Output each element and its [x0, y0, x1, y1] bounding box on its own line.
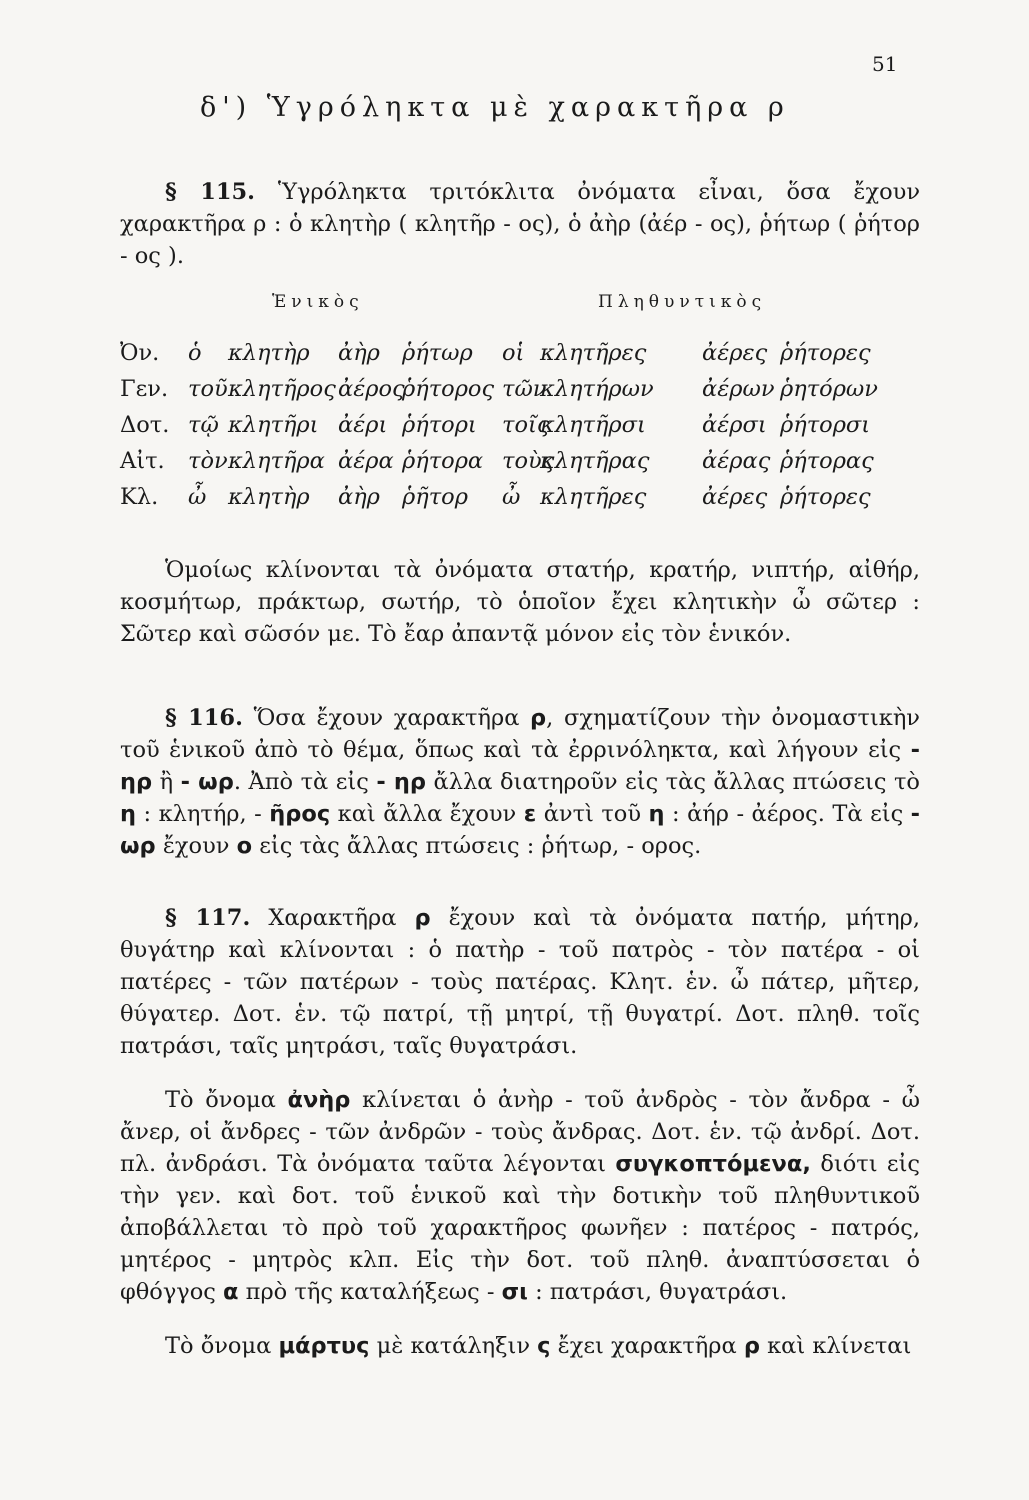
- table-row: [120, 340, 940, 376]
- text-run: ἀντὶ τοῦ: [543, 801, 642, 827]
- table-cell: ἀέρες: [702, 484, 768, 510]
- case-label: Δοτ.: [120, 412, 170, 438]
- table-cell: ἀέρας: [702, 448, 771, 474]
- bold-term: - ωρ: [180, 769, 234, 795]
- table-cell: ῥήτορες: [780, 484, 871, 510]
- declension-labels: [120, 292, 920, 320]
- paragraph-martys: [120, 1330, 920, 1362]
- table-cell: κλητῆρα: [228, 448, 325, 474]
- text-run: πρὸ τῆς καταλήξεως -: [245, 1279, 495, 1305]
- bold-term: - ηρ: [376, 769, 427, 795]
- page-number: 51: [872, 52, 898, 76]
- bold-term: η: [120, 801, 137, 827]
- bold-term: α: [223, 1279, 239, 1305]
- table-row: [120, 412, 940, 448]
- section-heading: δ') Ὑγρόληκτα μὲ χαρακτῆρα ρ: [200, 92, 790, 123]
- table-cell: κλητὴρ: [228, 340, 310, 366]
- bold-term: ἀνὴρ: [287, 1087, 351, 1113]
- table-cell: ἀέρι: [338, 412, 388, 438]
- table-cell: ὁ: [188, 340, 202, 366]
- table-cell: κλητὴρ: [228, 484, 310, 510]
- table-cell: ῥήτορσι: [780, 412, 871, 438]
- text-run: : κλητήρ, -: [143, 801, 262, 827]
- text-run: . Ἀπὸ τὰ εἰς: [233, 769, 369, 795]
- table-cell: οἱ: [502, 340, 525, 366]
- text-run: Ὅσα ἔχουν χαρακτῆρα: [253, 705, 520, 731]
- table-cell: ἀέρσι: [702, 412, 767, 438]
- text-run: : πατράσι, θυγατράσι.: [535, 1279, 788, 1305]
- table-cell: ῥῆτορ: [402, 484, 468, 510]
- table-cell: ῥήτορας: [780, 448, 874, 474]
- table-cell: ῥήτορι: [402, 412, 477, 438]
- table-cell: ῥήτωρ: [402, 340, 473, 366]
- table-cell: ῥήτορα: [402, 448, 484, 474]
- text-run: , σχηματίζουν τὴν ὀνομαστικὴν τοῦ ἑνικοῦ ἀπὸ τὸ θέμα, ὅπως καὶ τὰ ἐρρινόληκτα, καὶ λήγουν εἰς: [120, 705, 920, 763]
- text-run: μὲ κατάληξιν: [376, 1333, 531, 1359]
- table-cell: ἀέρος: [338, 376, 405, 402]
- table-cell: τοὺς: [502, 448, 555, 474]
- case-label: Κλ.: [120, 484, 159, 510]
- text-run: εἰς τὰς ἄλλας πτώσεις : ῥήτωρ, - ορος.: [259, 833, 702, 859]
- paragraph-aner: [120, 1084, 920, 1308]
- label-singular: Ἑνικὸς: [272, 292, 364, 312]
- table-cell: κλητῆρσι: [540, 412, 646, 438]
- table-cell: τὸν: [188, 448, 228, 474]
- table-cell: ἀέρες: [702, 340, 768, 366]
- table-cell: ὦ: [188, 484, 207, 510]
- table-cell: τῶν: [502, 376, 547, 402]
- case-label: Ὀν.: [120, 340, 160, 366]
- table-cell: κλητῆρι: [228, 412, 319, 438]
- table-cell: ἀέρα: [338, 448, 394, 474]
- table-row: [120, 484, 940, 520]
- table-cell: ῥητόρων: [780, 376, 878, 402]
- case-label: Αἰτ.: [120, 448, 165, 474]
- bold-term: ρ: [414, 905, 431, 931]
- text-run: διότι εἰς τὴν γεν. καὶ δοτ. τοῦ ἑνικοῦ καὶ τὴν δοτικὴν τοῦ πληθυντικοῦ ἀποβάλλεται τὸ πρὸ τοῦ χαρακτῆρος φωνῆεν : πατέρος - πατρός, μητέρος - μητρὸς κλπ. Εἰς τὴν δοτ. τοῦ πληθ. ἀναπτύσσεται ὁ φθόγγος: [120, 1151, 921, 1305]
- paragraph-omoios-text: Ὁμοίως κλίνονται τὰ ὀνόματα στατήρ, κρατήρ, νιπτήρ, αἰθήρ, κοσμήτωρ, πράκτωρ, σωτήρ, τὸ ὁποῖον ἔχει κλητικὴν ὦ σῶτερ : Σῶτερ καὶ σῶσόν με. Τὸ ἔαρ ἀπαντᾷ μόνον εἰς τὸν ἑνικόν.: [120, 557, 920, 647]
- bold-term: ε: [523, 801, 537, 827]
- bold-term: - ωρ: [120, 801, 921, 859]
- table-cell: κλητῆρος: [228, 376, 336, 402]
- text-run: καὶ ἄλλα ἔχουν: [337, 801, 517, 827]
- declension-table: [120, 340, 940, 520]
- table-cell: ὦ: [502, 484, 521, 510]
- table-cell: τῷ: [188, 412, 219, 438]
- paragraph-117: [120, 902, 920, 1062]
- bold-term: σι: [501, 1279, 528, 1305]
- text-run: : ἀήρ - ἀέρος. Τὰ εἰς: [672, 801, 904, 827]
- label-plural: Πληθυντικὸς: [598, 292, 767, 312]
- table-cell: τοῦ: [188, 376, 228, 402]
- paragraph-115-text: Ὑγρόληκτα τριτόκλιτα ὀνόματα εἶναι, ὅσα ἔχουν χαρακτῆρα ρ : ὁ κλητὴρ ( κλητῆρ - ος), ὁ ἀὴρ (ἀέρ - ος), ῥήτωρ ( ῥήτορ - ος ).: [120, 179, 921, 269]
- bold-term: ο: [236, 833, 253, 859]
- section-number-116: § 116.: [165, 705, 243, 731]
- table-cell: κλητῆρες: [540, 484, 647, 510]
- text-run: Τὸ ὄνομα: [165, 1087, 276, 1113]
- text-run: Τὸ ὄνομα: [165, 1333, 272, 1359]
- text-run: καὶ κλίνεται: [767, 1333, 912, 1359]
- bold-term: ρ: [530, 705, 547, 731]
- text-run: ἄλλα διατηροῦν εἰς τὰς ἄλλας πτώσεις τὸ: [433, 769, 920, 795]
- case-label: Γεν.: [120, 376, 169, 402]
- text-run: ἔχουν καὶ τὰ ὀνόματα πατήρ, μήτηρ, θυγάτηρ καὶ κλίνονται : ὁ πατὴρ - τοῦ πατρὸς - τὸν πατέρα - οἱ πατέρες - τῶν πατέρων - τοὺς πατέρας. Κλητ. ἑν. ὦ πάτερ, μῆτερ, θύγατερ. Δοτ. ἑν. τῷ πατρί, τῇ μητρί, τῇ θυγατρί. Δοτ. πληθ. τοῖς πατράσι, ταῖς μητράσι, ταῖς θυγατράσι.: [120, 905, 921, 1059]
- paragraph-116: [120, 702, 920, 862]
- table-row: [120, 448, 940, 484]
- table-cell: ἀὴρ: [338, 484, 380, 510]
- text-run: ἔχει χαρακτῆρα: [557, 1333, 737, 1359]
- text-run: ἔχουν: [162, 833, 230, 859]
- table-row: [120, 376, 940, 412]
- text-run: Χαρακτῆρα: [268, 905, 397, 931]
- bold-term: ῆρος: [269, 801, 331, 827]
- table-cell: τοῖς: [502, 412, 550, 438]
- text-run: ἢ: [159, 769, 174, 795]
- bold-term: - ηρ: [120, 737, 920, 795]
- bold-term: συγκοπτόμενα,: [615, 1151, 811, 1177]
- table-cell: ἀὴρ: [338, 340, 380, 366]
- table-cell: ῥήτορες: [780, 340, 871, 366]
- section-number-115: § 115.: [165, 179, 256, 205]
- bold-term: μάρτυς: [278, 1333, 370, 1359]
- bold-term: ς: [537, 1333, 551, 1359]
- bold-term: η: [648, 801, 665, 827]
- table-cell: κλητῆρας: [540, 448, 650, 474]
- text-run: κλίνεται ὁ ἀνὴρ - τοῦ ἀνδρὸς - τὸν ἄνδρα - ὦ ἄνερ, οἱ ἄνδρες - τῶν ἀνδρῶν - τοὺς ἄνδρας. Δοτ. ἑν. τῷ ἀνδρί. Δοτ. πλ. ἀνδράσι. Τὰ ὀνόματα ταῦτα λέγονται: [120, 1087, 920, 1177]
- table-cell: κλητῆρες: [540, 340, 647, 366]
- paragraph-omoios: [120, 554, 920, 650]
- table-cell: κλητήρων: [540, 376, 654, 402]
- section-number-117: § 117.: [165, 905, 251, 931]
- paragraph-115: [120, 176, 920, 272]
- bold-term: ρ: [743, 1333, 760, 1359]
- table-cell: ἀέρων: [702, 376, 775, 402]
- table-cell: ῥήτορος: [402, 376, 495, 402]
